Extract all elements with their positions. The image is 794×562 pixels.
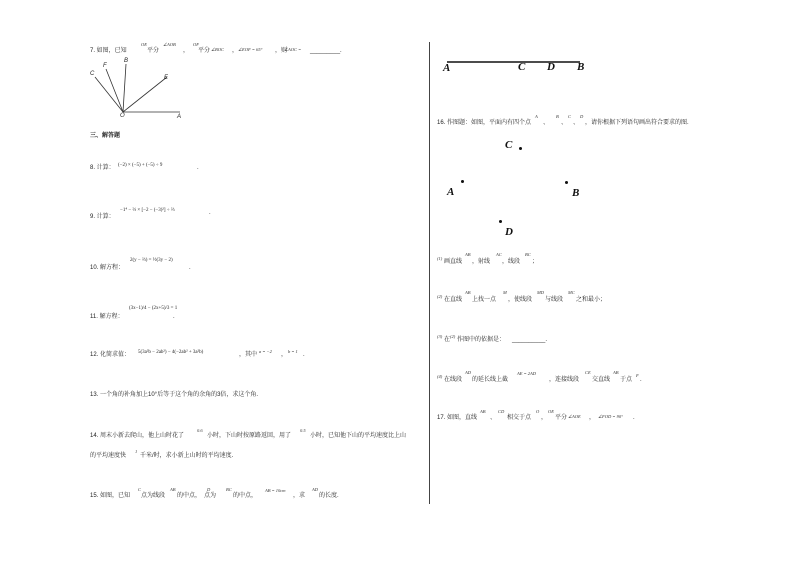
- s2-math-mc: MC: [568, 290, 575, 295]
- s4-text-f: .: [640, 377, 642, 383]
- fig7-label-f: F: [103, 63, 107, 69]
- q7-math-eof: ∠EOF = 65°: [238, 47, 263, 52]
- fig16-point-a: [461, 180, 464, 183]
- s4-math-ae: AE = 2AD: [517, 371, 537, 376]
- s3-blank: __________.: [512, 337, 548, 343]
- q17-math-aoe: ∠AOE: [568, 414, 581, 419]
- s3-ref: (2): [450, 334, 456, 339]
- q15-text-b: 点为线段: [141, 493, 166, 499]
- fig16-point-b: [565, 181, 568, 184]
- q14-speed-diff: 1: [135, 449, 138, 454]
- q10-expression: 2(y − ⅔) = ½(3y − 2): [130, 258, 173, 263]
- s1-text-b: ，射线: [472, 259, 491, 265]
- s1-text-a: 画直线: [444, 259, 463, 265]
- q10-label: 10. 解方程：: [90, 265, 125, 271]
- s1-text-c: ，线段: [502, 259, 521, 265]
- q17-text-d: 平分: [555, 415, 568, 421]
- s4-text-d: 交直线: [592, 377, 611, 383]
- q16-text-a: 16. 作图题：如图，平面内有四个点: [437, 120, 532, 126]
- s3-text-b: 作图中的依据是：: [457, 337, 506, 343]
- q7-text-a: 7. 如图，已知: [90, 48, 127, 54]
- q9-expression: −1⁴ − ⅔ × [−2 − (−3)²] ÷ ⅔: [120, 208, 175, 213]
- q7-math-oe: OE: [141, 42, 147, 47]
- s2-num: (2): [437, 294, 443, 299]
- q12-value-a: a = −2: [259, 349, 272, 354]
- s4-math-ad: AD: [465, 370, 471, 375]
- q17-text-e: ，: [589, 415, 596, 421]
- fig7-label-b: B: [124, 58, 129, 64]
- q12-value-b: b = 1: [288, 349, 298, 354]
- ray-oe: [123, 77, 167, 112]
- ray-of: [106, 69, 123, 112]
- q9-label: 9. 计算：: [90, 214, 115, 220]
- q17-math-oe: OE: [548, 409, 554, 414]
- s2-text-d: 与线段: [545, 297, 564, 303]
- q15-math-bc: BC: [226, 487, 232, 492]
- q17-text-f: .: [633, 415, 635, 421]
- fig7-label-a: A: [177, 114, 182, 120]
- q14-line1-a: 14. 周末小新去爬山，他上山时花了: [90, 433, 185, 439]
- q16-point-c: C: [568, 114, 572, 119]
- s1-math-ab: AB: [465, 252, 471, 257]
- q16-sep3: 、: [573, 120, 580, 126]
- q14-hours-up: 0.6: [197, 428, 203, 433]
- s4-text-e: 于点: [620, 377, 633, 383]
- s4-math-ab: AB: [613, 370, 619, 375]
- q12-text-b: ，其中: [239, 352, 258, 358]
- q15-text-g: 的长度.: [319, 493, 339, 499]
- fig7-label-e: E: [164, 75, 169, 81]
- q12-end: .: [303, 352, 305, 358]
- q17-math-cd: CD: [498, 409, 505, 414]
- section-3-heading: 三、解答题: [90, 133, 121, 139]
- q9-end: .: [209, 210, 211, 216]
- q7-math-aob: ∠AOB: [163, 42, 176, 47]
- q16-point-b: B: [556, 114, 559, 119]
- s2-text-a: 在直线: [444, 297, 463, 303]
- q8-end: .: [197, 165, 199, 171]
- s4-text-a: 在线段: [444, 377, 463, 383]
- q7-math-boc: ∠BOC: [211, 47, 225, 52]
- s2-text-e: 之和最小；: [576, 297, 607, 303]
- q14-line2-a: 的平均速度快: [90, 453, 127, 459]
- s1-math-ac: AC: [496, 252, 502, 257]
- fig16-label-a: A: [447, 186, 455, 198]
- s1-math-bc: BC: [525, 252, 531, 257]
- fig7-label-o: O: [120, 113, 125, 119]
- q15-text-c: 的中点，: [177, 493, 202, 499]
- q14-line1-c: 小时，已知他下山的平均速度比上山: [310, 433, 407, 439]
- q17-math-o: O: [536, 409, 540, 414]
- q15-text-f: ，求: [293, 493, 306, 499]
- q17-text-a: 17. 如图，直线: [437, 415, 478, 421]
- q7-math-aoc: ∠AOC =: [284, 47, 302, 52]
- q15-math-c: C: [138, 487, 142, 492]
- ray-ob: [123, 64, 126, 112]
- q7-text-f: ，则: [275, 48, 288, 54]
- q15-text-a: 15. 如图，已知: [90, 493, 131, 499]
- q16-point-a: A: [535, 114, 538, 119]
- s3-num: (3): [437, 334, 443, 339]
- seg-label-b: B: [577, 61, 585, 73]
- seg-label-c: C: [518, 61, 526, 73]
- q12-expression: 5(3a²b − 2ab²) − 4(−2ab² + 3a²b): [138, 350, 204, 355]
- q7-blank: _________.: [310, 48, 342, 54]
- q15-math-ad: AD: [312, 487, 318, 492]
- s2-math-m: M: [503, 290, 507, 295]
- s4-math-ce: CE: [585, 370, 591, 375]
- q15-text-e: 的中点，: [233, 493, 258, 499]
- fig7-label-c: C: [90, 71, 95, 77]
- q16-sep1: 、: [543, 120, 550, 126]
- q8-label: 8. 计算：: [90, 165, 115, 171]
- q15-math-d: D: [207, 487, 211, 492]
- q15-math-ab-length: AB = 10cm: [265, 488, 286, 493]
- q17-text-b: 相交于点: [507, 415, 532, 421]
- q15-math-ab: AB: [170, 487, 176, 492]
- q17-math-ab: AB: [480, 409, 486, 414]
- q17-text-c: ，: [541, 415, 548, 421]
- q15-text-d: 点为: [204, 493, 217, 499]
- fig16-label-b: B: [572, 187, 580, 199]
- q7-text-c: ，: [183, 48, 190, 54]
- s3-text-a: 在: [444, 337, 451, 343]
- s2-text-c: ，使线段: [508, 297, 533, 303]
- q14-line2-b: 千米/时，求小新上山时的平均速度.: [140, 453, 234, 459]
- q11-expression: (3x−1)/4 − (2x+5)/3 = 1: [129, 306, 178, 311]
- q16-point-d: D: [580, 114, 584, 119]
- q17-sep: 、: [490, 415, 497, 421]
- q14-hours-down: 0.5: [300, 428, 306, 433]
- s2-math-md: MD: [537, 290, 544, 295]
- q16-text-b: ，请你根据下列语句画出符合要求的图.: [585, 120, 689, 126]
- column-divider: [429, 42, 430, 504]
- ray-oc: [95, 77, 123, 112]
- s2-text-b: 上找一点: [472, 297, 497, 303]
- q11-label: 11. 解方程：: [90, 314, 124, 320]
- q14-line1-b: 小时，下山时按原路返回，用了: [207, 433, 292, 439]
- q7-text-b: 平分: [147, 48, 160, 54]
- q7-text-d: 平分: [198, 48, 211, 54]
- s1-num: (1): [437, 256, 443, 261]
- q13-text: 13. 一个角的补角加上10°后等于这个角的余角的3倍，求这个角.: [90, 392, 259, 398]
- q17-math-fod: ∠FOD = 90°: [598, 414, 623, 419]
- fig16-point-d: [499, 220, 502, 223]
- q10-end: .: [189, 265, 191, 271]
- q16-sep2: 、: [561, 120, 568, 126]
- seg-label-d: D: [547, 61, 555, 73]
- s4-text-b: 的延长线上截: [472, 377, 509, 383]
- q7-math-of: OF: [193, 42, 199, 47]
- s4-math-f: F: [636, 373, 639, 378]
- seg-label-a: A: [443, 62, 451, 74]
- q12-text-d: ，: [281, 352, 288, 358]
- s1-text-d: ；: [532, 259, 539, 265]
- fig16-label-d: D: [505, 226, 513, 238]
- fig16-label-c: C: [505, 139, 513, 151]
- q12-label: 12. 化简求值：: [90, 352, 131, 358]
- segment-figure: [445, 57, 585, 67]
- s2-math-ab: AB: [465, 290, 471, 295]
- s4-num: (4): [437, 374, 443, 379]
- q11-end: .: [173, 314, 175, 320]
- fig16-point-c: [519, 147, 522, 150]
- q8-expression: (−2) × (−5) + (−5) ÷ 9: [118, 163, 163, 168]
- q7-text-e: ，: [232, 48, 239, 54]
- s4-text-c: ，连接线段: [549, 377, 580, 383]
